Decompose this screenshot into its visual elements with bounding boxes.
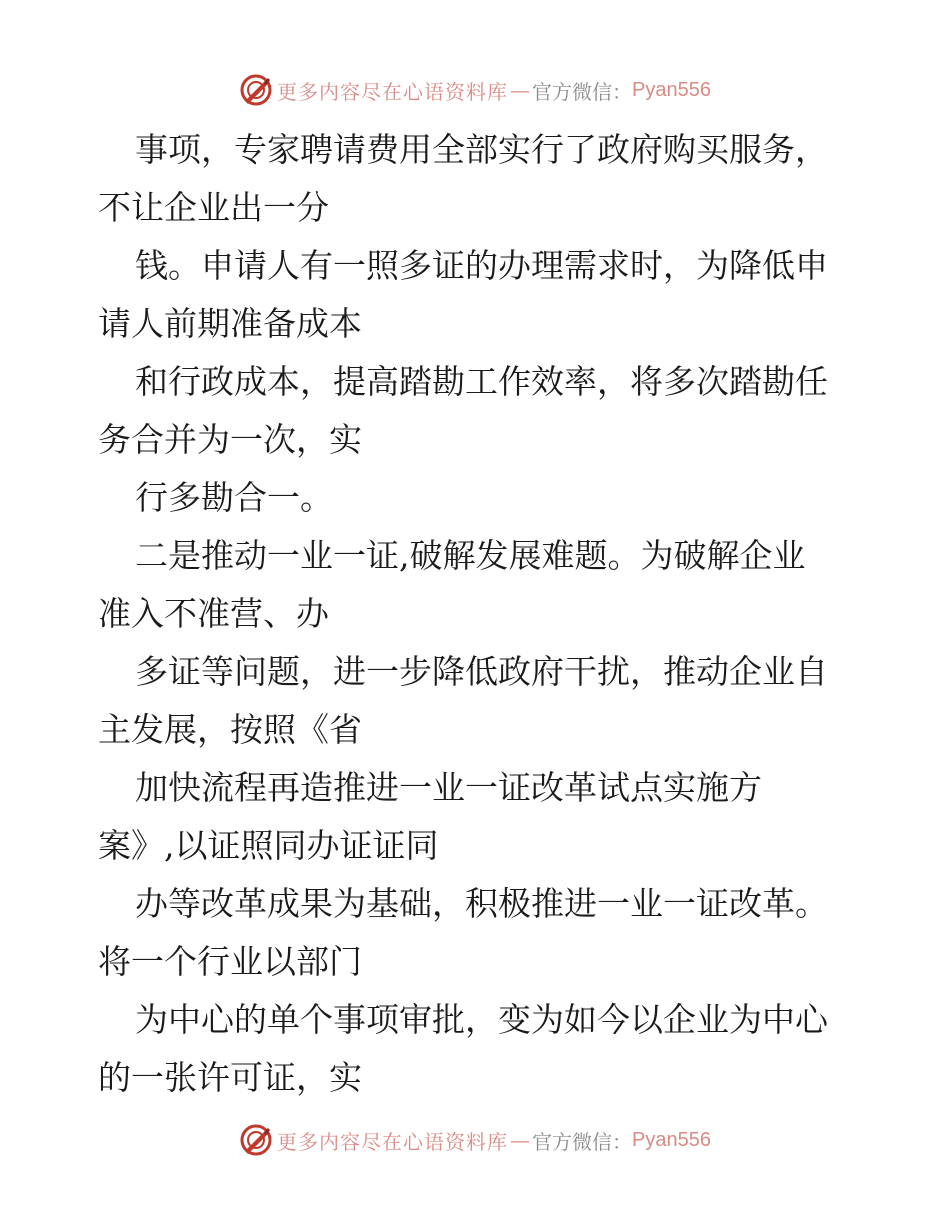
body-line: 的一张许可证，实 (98, 1058, 362, 1097)
footer-banner (0, 1120, 950, 1160)
body-line: 主发展，按照《省 (98, 710, 362, 749)
body-line: 行多勘合一。 (135, 478, 333, 517)
banner-wechat-label: 官方微信： (532, 1129, 633, 1154)
pen-logo-icon (239, 1123, 273, 1157)
document-body (98, 121, 898, 1107)
body-line: 办等改革成果为基础，积极推进一业一证改革。 (135, 884, 828, 923)
body-line: 钱。申请人有一照多证的办理需求时，为降低申 (135, 246, 828, 285)
body-line: 务合并为一次，实 (98, 420, 362, 459)
body-line: 加快流程再造推进一业一证改革试点实施方 (135, 768, 762, 807)
body-line: 准入不准营、办 (98, 594, 329, 633)
banner-brand-text: 更多内容尽在心语资料库 (277, 79, 509, 104)
banner-dash: — (510, 78, 531, 102)
body-line: 二是推动一业一证,破解发展难题。为破解企业 (135, 536, 806, 575)
banner-wechat-label: 官方微信： (532, 79, 633, 104)
body-line: 案》,以证照同办证证同 (98, 826, 439, 865)
pen-logo-icon (239, 73, 273, 107)
body-line: 请人前期准备成本 (98, 304, 362, 343)
body-line: 为中心的单个事项审批，变为如今以企业为中心 (135, 1000, 828, 1039)
banner-wechat-id: Pyan556 (632, 1128, 711, 1151)
body-line: 不让企业出一分 (98, 188, 329, 227)
banner-wechat-id: Pyan556 (632, 78, 711, 101)
body-line: 和行政成本，提高踏勘工作效率，将多次踏勘任 (135, 362, 828, 401)
banner-brand-text: 更多内容尽在心语资料库 (277, 1129, 509, 1154)
body-line: 将一个行业以部门 (98, 942, 362, 981)
body-line: 多证等问题，进一步降低政府干扰，推动企业自 (135, 652, 828, 691)
banner-dash: — (510, 1128, 531, 1152)
header-banner (0, 70, 950, 110)
body-line: 事项，专家聘请费用全部实行了政府购买服务， (135, 130, 828, 169)
